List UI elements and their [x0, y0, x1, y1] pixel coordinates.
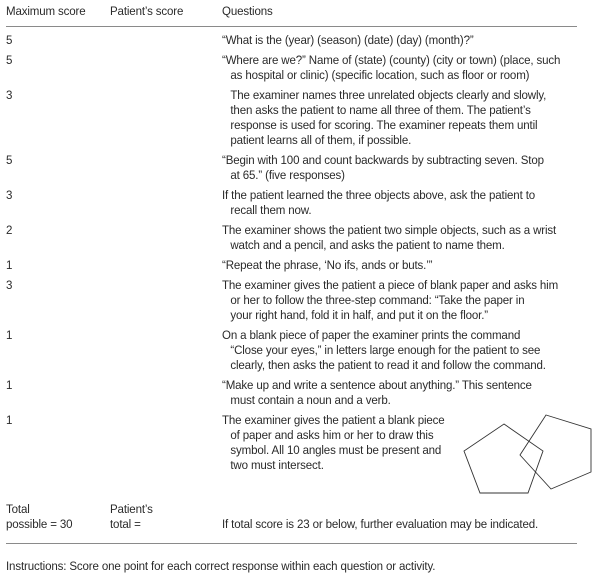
question-text	[222, 53, 560, 83]
max-score: 3	[6, 188, 13, 202]
header-maximum-score: Maximum score	[6, 4, 86, 18]
question-line: or her to follow the three-step command: “Take the paper in	[230, 293, 525, 307]
question-line: must contain a noun and a verb.	[230, 393, 391, 407]
total-possible-label: Total	[6, 502, 30, 516]
question-line: The examiner gives the patient a piece of blank paper and asks him	[222, 278, 559, 292]
question-line: If the patient learned the three objects above, ask the patient to	[222, 188, 536, 202]
max-score: 3	[6, 88, 13, 102]
total-possible	[6, 502, 72, 532]
question-line: “Where are we?” Name of (state) (county) (city or town) (place, such	[222, 53, 561, 67]
question-line: “Begin with 100 and count backwards by subtracting seven. Stop	[222, 153, 544, 167]
header-patient-score: Patient’s score	[110, 4, 184, 18]
question-line: response is used for scoring. The examiner repeats them until	[230, 118, 538, 132]
question-text	[222, 188, 535, 218]
question-line: On a blank piece of paper the examiner prints the command	[222, 328, 521, 342]
question-line: your right hand, fold it in half, and put it on the floor.”	[230, 308, 488, 322]
totals-row	[0, 502, 600, 536]
question-text	[222, 223, 556, 253]
question-line: “Repeat the phrase, ‘No ifs, ands or buts.’”	[222, 258, 433, 272]
question-line: patient learns all of them, if possible.	[230, 133, 412, 147]
intersecting-pentagons-figure	[460, 410, 600, 500]
patient-total-label: Patient’s	[110, 502, 153, 516]
question-text	[222, 258, 432, 273]
question-line: clearly, then asks the patient to read it and follow the command.	[230, 358, 546, 372]
max-score: 5	[6, 33, 13, 47]
question-line: The examiner gives the patient a blank piece	[222, 413, 445, 427]
question-line: “What is the (year) (season) (date) (day) (month)?”	[222, 33, 474, 47]
max-score: 1	[6, 328, 13, 342]
question-text	[222, 88, 546, 148]
pentagon-left-icon	[464, 424, 543, 493]
question-text	[222, 328, 546, 373]
question-line: of paper and asks him or her to draw this	[230, 428, 434, 442]
pentagon-right-icon	[520, 415, 591, 489]
question-line: “Close your eyes,” in letters large enough for the patient to see	[230, 343, 541, 357]
total-possible-value: possible = 30	[6, 517, 73, 531]
question-line: at 65.” (five responses)	[230, 168, 345, 182]
question-text	[222, 413, 445, 473]
question-line: symbol. All 10 angles must be present and	[230, 443, 442, 457]
max-score: 2	[6, 223, 13, 237]
question-text	[222, 278, 558, 323]
max-score: 5	[6, 153, 13, 167]
header-questions: Questions	[222, 4, 273, 18]
question-line: The examiner shows the patient two simple objects, such as a wrist	[222, 223, 557, 237]
max-score: 1	[6, 413, 13, 427]
question-line: The examiner names three unrelated objects clearly and slowly,	[230, 88, 547, 102]
question-text	[222, 378, 532, 408]
header-divider	[6, 26, 577, 27]
footer-divider	[6, 543, 577, 544]
patient-total-value: total =	[110, 517, 141, 531]
max-score: 3	[6, 278, 13, 292]
evaluation-note: If total score is 23 or below, further evaluation may be indicated.	[222, 517, 539, 531]
max-score: 1	[6, 378, 13, 392]
instructions-text: Instructions: Score one point for each correct response within each question or activity.	[6, 559, 436, 573]
question-line: “Make up and write a sentence about anything.” This sentence	[222, 378, 532, 392]
question-line: as hospital or clinic) (specific location, such as floor or room)	[230, 68, 530, 82]
question-text	[222, 33, 474, 48]
max-score: 5	[6, 53, 13, 67]
question-line: watch and a pencil, and asks the patient to name them.	[230, 238, 505, 252]
max-score: 1	[6, 258, 13, 272]
question-line: then asks the patient to name all three of them. The patient’s	[230, 103, 531, 117]
question-line: two must intersect.	[230, 458, 324, 472]
question-text	[222, 153, 544, 183]
table-header	[0, 4, 600, 22]
patient-total	[110, 502, 153, 532]
question-line: recall them now.	[230, 203, 312, 217]
